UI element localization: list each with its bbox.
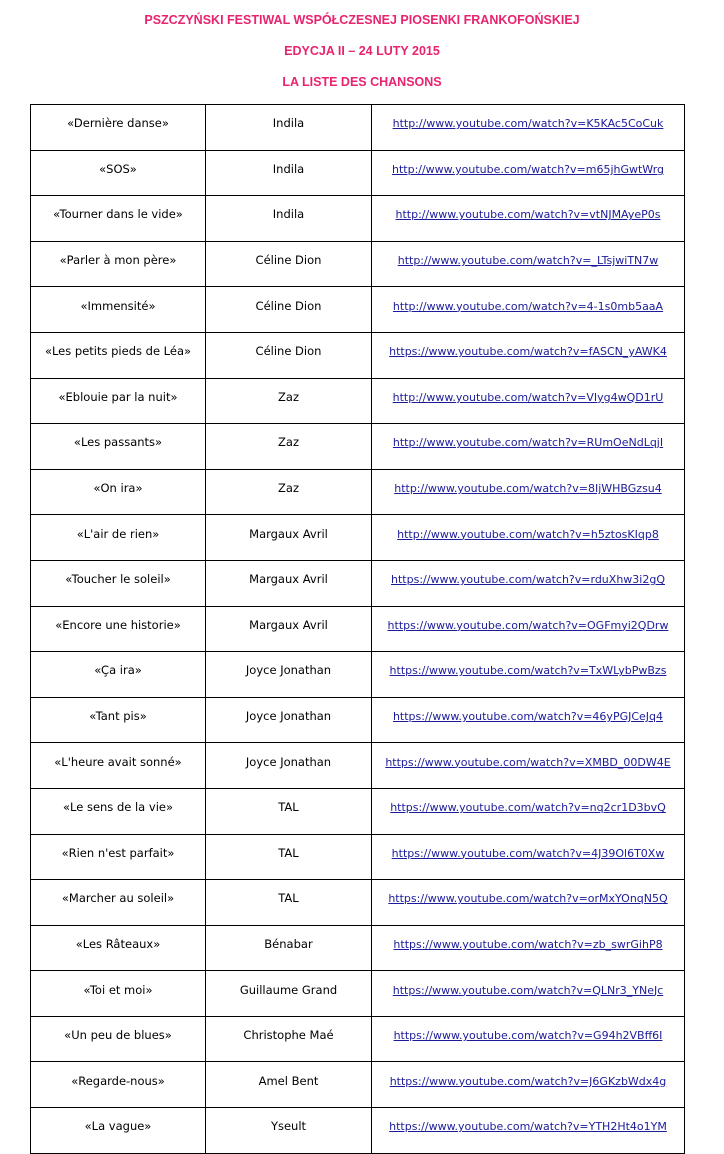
song-title-cell: «Dernière danse» — [31, 105, 206, 151]
festival-title: PSZCZYŃSKI FESTIWAL WSPÓŁCZESNEJ PIOSENKI FRANKOFOŃSKIEJ — [144, 13, 580, 27]
songs-table-body — [31, 105, 685, 1154]
song-title-cell: «L'heure avait sonné» — [31, 743, 206, 789]
youtube-link[interactable]: https://www.youtube.com/watch?v=46yPGJCeJq4 — [392, 710, 664, 724]
song-title-cell: «Un peu de blues» — [31, 1016, 206, 1062]
song-title-cell: «Ça ira» — [31, 652, 206, 698]
youtube-link-cell — [372, 606, 685, 652]
youtube-link-cell — [372, 424, 685, 470]
table-row — [31, 652, 685, 698]
song-title-cell: «L'air de rien» — [31, 515, 206, 561]
song-title-cell: «Toucher le soleil» — [31, 560, 206, 606]
youtube-link-cell — [372, 287, 685, 333]
song-title-cell: «Les petits pieds de Léa» — [31, 332, 206, 378]
table-row — [31, 880, 685, 926]
song-title-cell: «La vague» — [31, 1108, 206, 1154]
table-row — [31, 1016, 685, 1062]
table-row — [31, 743, 685, 789]
youtube-link[interactable]: https://www.youtube.com/watch?v=orMxYOnqN5Q — [388, 892, 668, 906]
youtube-link-cell — [372, 241, 685, 287]
youtube-link-cell — [372, 834, 685, 880]
table-row — [31, 469, 685, 515]
table-row — [31, 196, 685, 242]
artist-cell: Céline Dion — [206, 241, 372, 287]
table-row — [31, 378, 685, 424]
youtube-link[interactable]: http://www.youtube.com/watch?v=_LTsjwiTN7w — [397, 254, 659, 268]
artist-cell: Margaux Avril — [206, 515, 372, 561]
song-title-cell: «Tourner dans le vide» — [31, 196, 206, 242]
artist-cell: Amel Bent — [206, 1062, 372, 1108]
artist-cell: Zaz — [206, 378, 372, 424]
youtube-link-cell — [372, 515, 685, 561]
youtube-link-cell — [372, 880, 685, 926]
youtube-link[interactable]: http://www.youtube.com/watch?v=RUmOeNdLqjI — [392, 436, 664, 450]
song-title-cell: «Tant pis» — [31, 697, 206, 743]
youtube-link[interactable]: https://www.youtube.com/watch?v=4J39Ol6T0Xw — [391, 846, 665, 860]
song-title-cell: «Encore une historie» — [31, 606, 206, 652]
songs-table — [30, 104, 685, 1154]
artist-cell: Zaz — [206, 424, 372, 470]
artist-cell: Guillaume Grand — [206, 971, 372, 1017]
youtube-link-cell — [372, 560, 685, 606]
youtube-link-cell — [372, 1062, 685, 1108]
song-title-cell: «Immensité» — [31, 287, 206, 333]
youtube-link[interactable]: https://www.youtube.com/watch?v=QLNr3_YNeJc — [392, 983, 664, 997]
artist-cell: Indila — [206, 196, 372, 242]
song-title-cell: «SOS» — [31, 150, 206, 196]
youtube-link[interactable]: https://www.youtube.com/watch?v=YTH2Ht4o1YM — [389, 1120, 667, 1134]
artist-cell: Joyce Jonathan — [206, 652, 372, 698]
artist-cell: TAL — [206, 880, 372, 926]
artist-cell: Zaz — [206, 469, 372, 515]
youtube-link[interactable]: https://www.youtube.com/watch?v=XMBD_00DW4E — [385, 755, 671, 769]
youtube-link[interactable]: https://www.youtube.com/watch?v=TxWLybPwBzs — [389, 664, 667, 678]
table-row — [31, 788, 685, 834]
youtube-link-cell — [372, 788, 685, 834]
youtube-link[interactable]: http://www.youtube.com/watch?v=4-1s0mb5aaA — [392, 299, 664, 313]
table-row — [31, 105, 685, 151]
song-title-cell: «Regarde-nous» — [31, 1062, 206, 1108]
artist-cell: Indila — [206, 105, 372, 151]
youtube-link-cell — [372, 697, 685, 743]
youtube-link[interactable]: https://www.youtube.com/watch?v=nq2cr1D3bvQ — [390, 801, 666, 815]
youtube-link[interactable]: https://www.youtube.com/watch?v=rduXhw3i2gQ — [391, 573, 665, 587]
table-row — [31, 150, 685, 196]
artist-cell: Margaux Avril — [206, 560, 372, 606]
artist-cell: Céline Dion — [206, 332, 372, 378]
table-row — [31, 424, 685, 470]
song-title-cell: «Parler à mon père» — [31, 241, 206, 287]
edition-line: EDYCJA II – 24 LUTY 2015 — [284, 44, 440, 58]
youtube-link[interactable]: http://www.youtube.com/watch?v=VIyg4wQD1rU — [392, 390, 664, 404]
youtube-link-cell — [372, 105, 685, 151]
table-row — [31, 1062, 685, 1108]
youtube-link-cell — [372, 925, 685, 971]
youtube-link-cell — [372, 1016, 685, 1062]
youtube-link-cell — [372, 332, 685, 378]
song-title-cell: «Les Râteaux» — [31, 925, 206, 971]
artist-cell: Céline Dion — [206, 287, 372, 333]
youtube-link[interactable]: https://www.youtube.com/watch?v=OGFmyi2QDrw — [387, 618, 669, 632]
table-row — [31, 332, 685, 378]
song-title-cell: «Eblouie par la nuit» — [31, 378, 206, 424]
artist-cell: Margaux Avril — [206, 606, 372, 652]
table-row — [31, 971, 685, 1017]
song-title-cell: «Rien n'est parfait» — [31, 834, 206, 880]
youtube-link-cell — [372, 196, 685, 242]
song-title-cell: «On ira» — [31, 469, 206, 515]
youtube-link-cell — [372, 150, 685, 196]
table-row — [31, 697, 685, 743]
table-row — [31, 834, 685, 880]
song-title-cell: «Les passants» — [31, 424, 206, 470]
song-title-cell: «Marcher au soleil» — [31, 880, 206, 926]
table-row — [31, 560, 685, 606]
youtube-link-cell — [372, 378, 685, 424]
youtube-link[interactable]: http://www.youtube.com/watch?v=8IjWHBGzsu4 — [394, 482, 662, 496]
youtube-link-cell — [372, 1108, 685, 1154]
youtube-link[interactable]: http://www.youtube.com/watch?v=K5KAc5CoCuk — [392, 117, 664, 131]
table-row — [31, 515, 685, 561]
table-row — [31, 241, 685, 287]
youtube-link-cell — [372, 469, 685, 515]
youtube-link[interactable]: http://www.youtube.com/watch?v=h5ztosKIqp8 — [397, 527, 659, 541]
youtube-link[interactable]: http://www.youtube.com/watch?v=m65jhGwtWrg — [391, 162, 665, 176]
youtube-link[interactable]: https://www.youtube.com/watch?v=zb_swrGihP8 — [393, 937, 663, 951]
table-row — [31, 925, 685, 971]
list-heading: LA LISTE DES CHANSONS — [282, 75, 442, 89]
artist-cell: TAL — [206, 834, 372, 880]
song-title-cell: «Toi et moi» — [31, 971, 206, 1017]
artist-cell: Joyce Jonathan — [206, 743, 372, 789]
youtube-link[interactable]: http://www.youtube.com/watch?v=vtNJMAyeP0s — [395, 208, 661, 222]
artist-cell: Joyce Jonathan — [206, 697, 372, 743]
youtube-link[interactable]: https://www.youtube.com/watch?v=fASCN_yAWK4 — [389, 345, 667, 359]
youtube-link-cell — [372, 971, 685, 1017]
artist-cell: Indila — [206, 150, 372, 196]
artist-cell: Yseult — [206, 1108, 372, 1154]
song-title-cell: «Le sens de la vie» — [31, 788, 206, 834]
artist-cell: TAL — [206, 788, 372, 834]
youtube-link[interactable]: https://www.youtube.com/watch?v=G94h2VBff6I — [393, 1029, 663, 1043]
table-row — [31, 287, 685, 333]
artist-cell: Christophe Maé — [206, 1016, 372, 1062]
youtube-link-cell — [372, 743, 685, 789]
table-row — [31, 1108, 685, 1154]
table-row — [31, 606, 685, 652]
artist-cell: Bénabar — [206, 925, 372, 971]
youtube-link[interactable]: https://www.youtube.com/watch?v=J6GKzbWdx4g — [389, 1074, 667, 1088]
youtube-link-cell — [372, 652, 685, 698]
